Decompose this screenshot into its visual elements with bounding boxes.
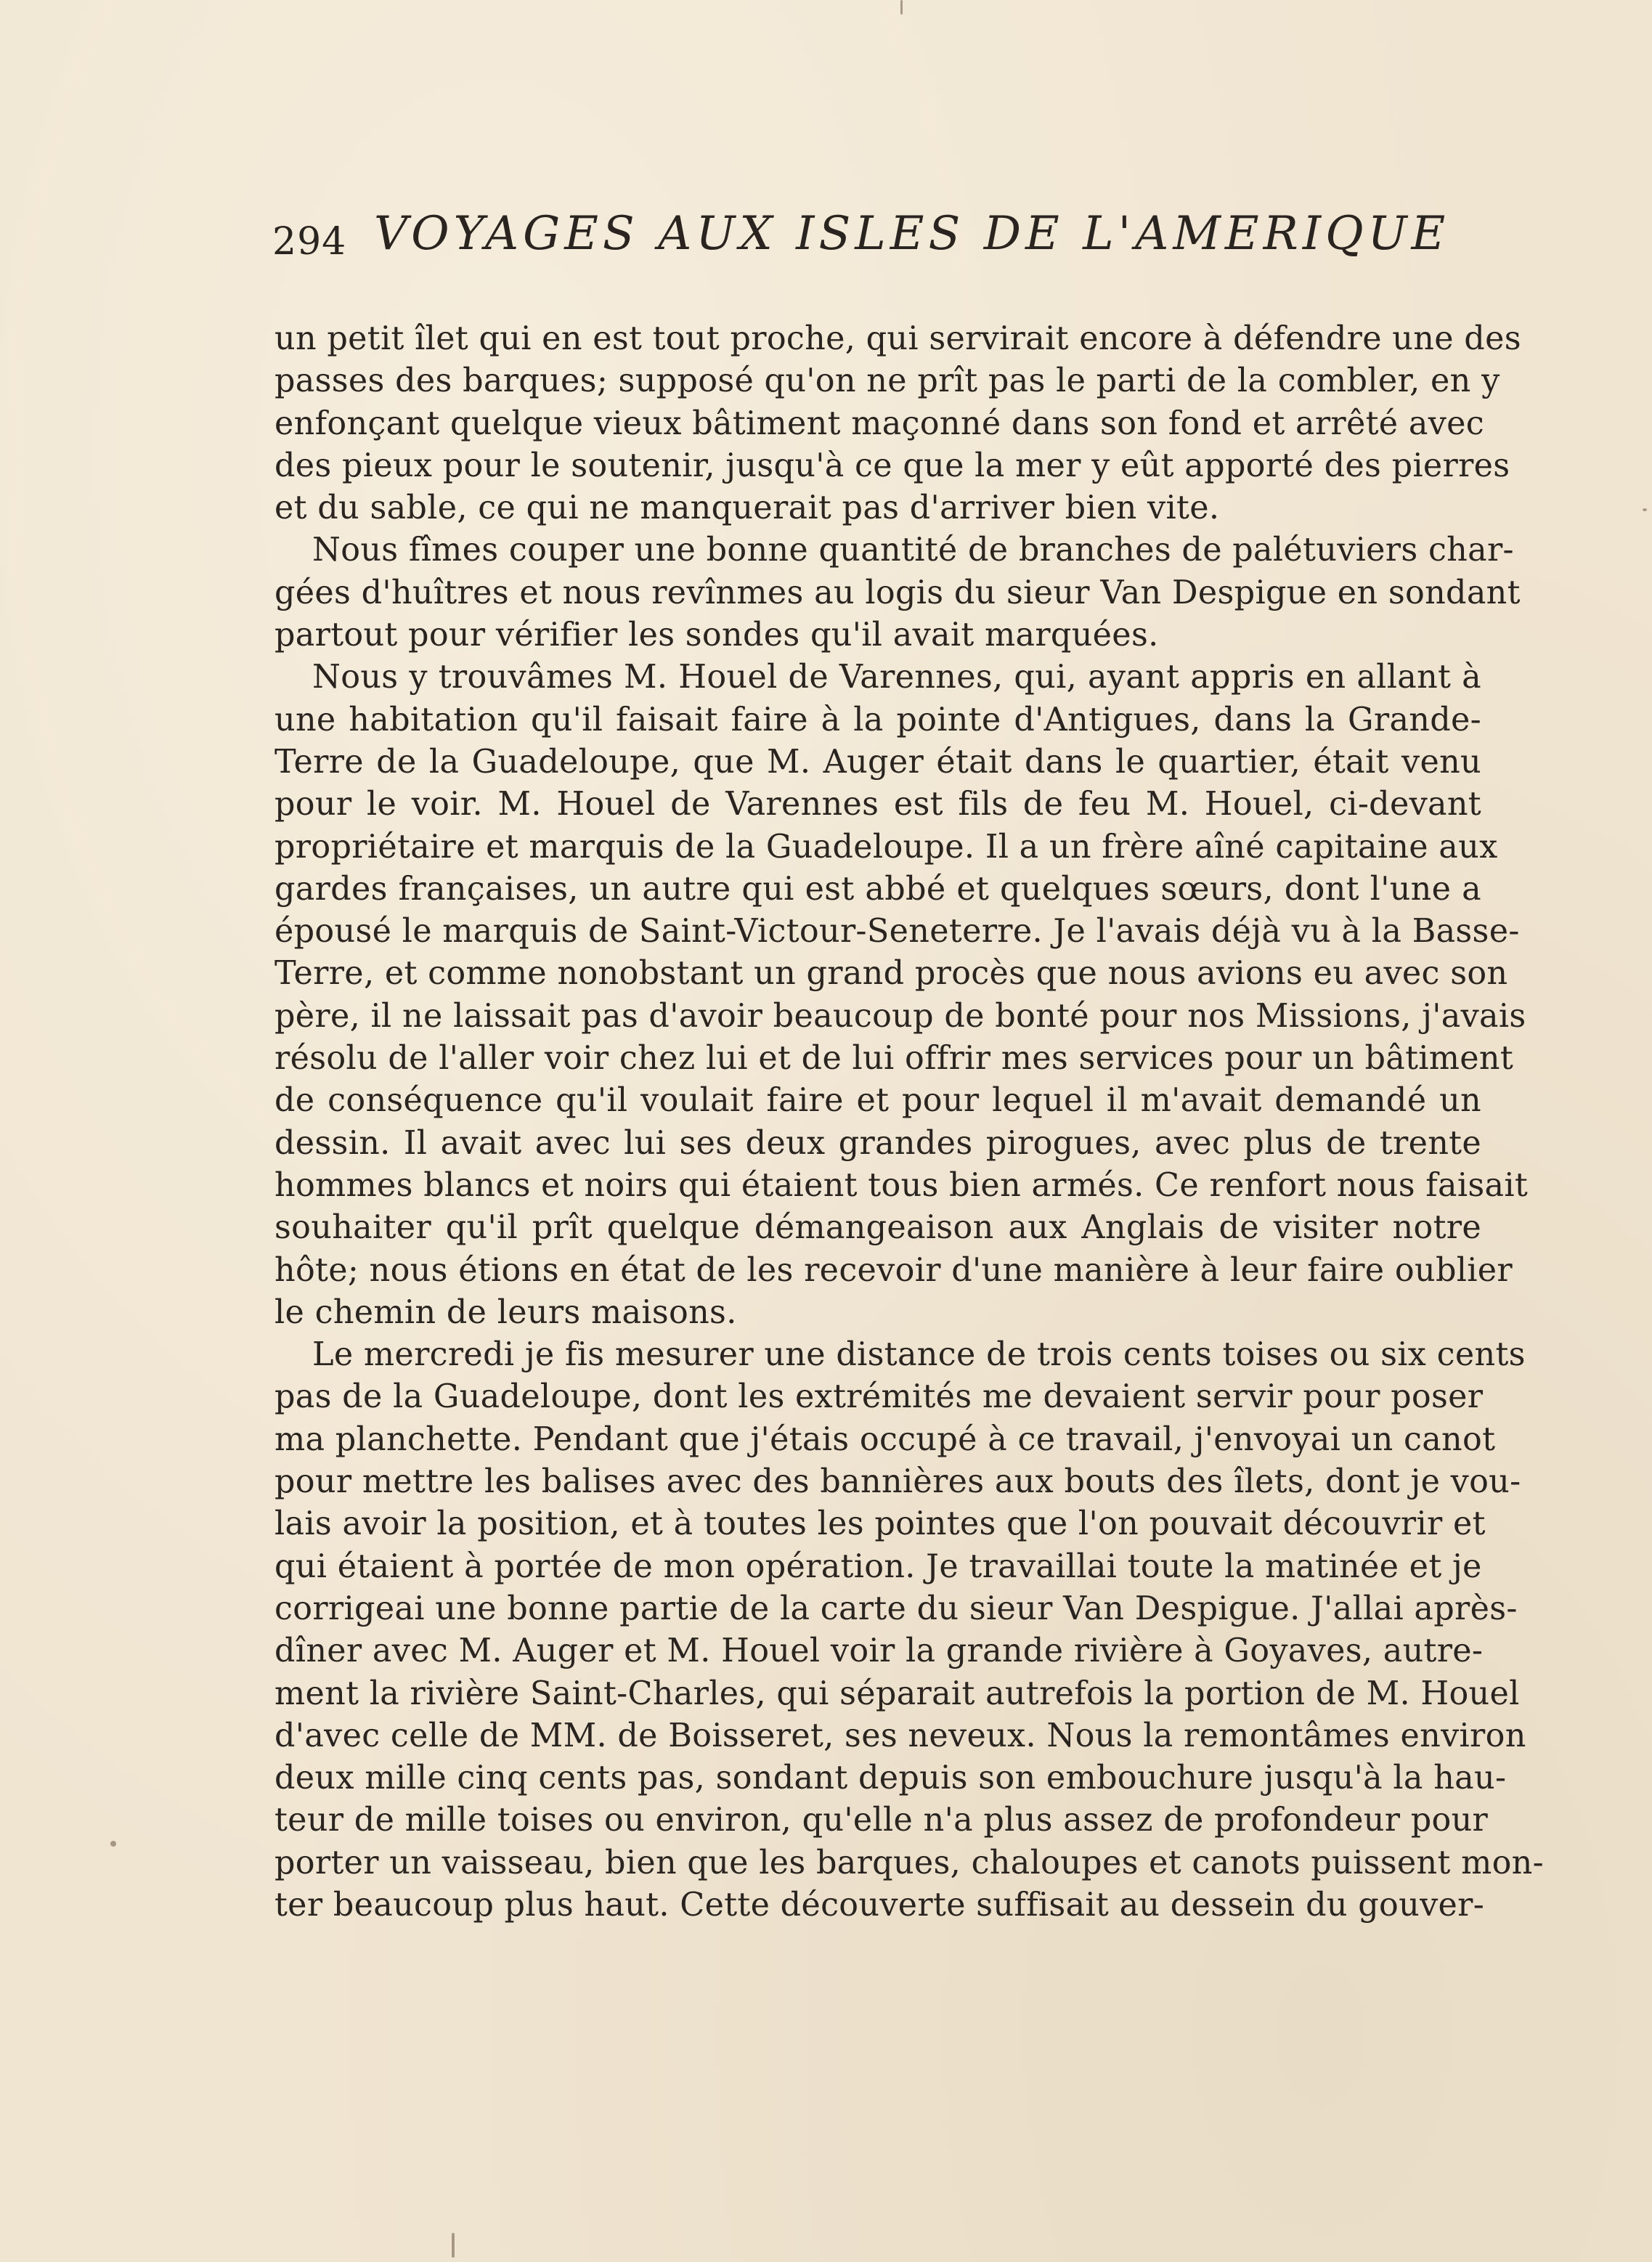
- text-line: et du sable, ce qui ne manquerait pas d'arriver bien vite.: [274, 489, 1220, 527]
- text-line: résolu de l'aller voir chez lui et de lui offrir mes services pour un bâtiment: [274, 1040, 1514, 1078]
- text-line: hôte; nous étions en état de les recevoir d'une manière à leur faire oublier: [274, 1251, 1513, 1289]
- page-header: [272, 207, 1492, 272]
- text-line: dessin. Il avait avec lui ses deux grandes pirogues, avec plus de trente: [274, 1124, 1481, 1162]
- text-line: ma planchette. Pendant que j'étais occupé à ce travail, j'envoyai un canot: [274, 1420, 1496, 1458]
- text-line: hommes blancs et noirs qui étaient tous bien armés. Ce renfort nous faisait: [274, 1166, 1529, 1204]
- text-line: un petit îlet qui en est tout proche, qui servirait encore à défendre une des: [274, 320, 1521, 357]
- text-line: dîner avec M. Auger et M. Houel voir la grande rivière à Goyaves, autre-: [274, 1632, 1484, 1670]
- text-line: Le mercredi je fis mesurer une distance de trois cents toises ou six cents: [312, 1336, 1526, 1374]
- text-line: une habitation qu'il faisait faire à la pointe d'Antigues, dans la Grande-: [274, 701, 1481, 739]
- text-line: pour le voir. M. Houel de Varennes est fils de feu M. Houel, ci-devant: [274, 786, 1481, 823]
- text-line: épousé le marquis de Saint-Victour-Seneterre. Je l'avais déjà vu à la Basse-: [274, 913, 1520, 951]
- paper-speck: [452, 2233, 455, 2258]
- text-line: des pieux pour le soutenir, jusqu'à ce que la mer y eût apporté des pierres: [274, 447, 1510, 484]
- text-line: porter un vaisseau, bien que les barques, chaloupes et canots puissent mon-: [274, 1844, 1544, 1881]
- text-line: souhaiter qu'il prît quelque démangeaison aux Anglais de visiter notre: [274, 1209, 1481, 1247]
- paper-speck: [110, 1841, 116, 1847]
- text-line: enfonçant quelque vieux bâtiment maçonné dans son fond et arrêté avec: [274, 404, 1485, 442]
- page-number: 294: [272, 220, 347, 264]
- body-text: [274, 318, 1544, 1927]
- text-line: Terre, et comme nonobstant un grand procès que nous avions eu avec son: [274, 955, 1508, 993]
- text-line: pas de la Guadeloupe, dont les extrémités me devaient servir pour poser: [274, 1378, 1484, 1416]
- text-line: Terre de la Guadeloupe, que M. Auger était dans le quartier, était venu: [274, 743, 1481, 781]
- text-line: père, il ne laissait pas d'avoir beaucoup de bonté pour nos Missions, j'avais: [274, 997, 1526, 1035]
- text-line: le chemin de leurs maisons.: [274, 1293, 737, 1331]
- text-line: qui étaient à portée de mon opération. Je travaillai toute la matinée et je: [274, 1547, 1482, 1585]
- text-line: gées d'huîtres et nous revînmes au logis du sieur Van Despigue en sondant: [274, 574, 1521, 611]
- text-line: Nous fîmes couper une bonne quantité de branches de palétuviers char-: [312, 532, 1514, 569]
- text-line: Nous y trouvâmes M. Houel de Varennes, qui, ayant appris en allant à: [312, 659, 1481, 696]
- text-line: partout pour vérifier les sondes qu'il avait marquées.: [274, 617, 1159, 654]
- text-line: pour mettre les balises avec des bannières aux bouts des îlets, dont je vou-: [274, 1463, 1521, 1501]
- text-line: gardes françaises, un autre qui est abbé et quelques sœurs, dont l'une a: [274, 870, 1481, 908]
- text-line: passes des barques; supposé qu'on ne prît pas le parti de la combler, en y: [274, 362, 1500, 400]
- text-line: deux mille cinq cents pas, sondant depuis son embouchure jusqu'à la hau-: [274, 1759, 1507, 1797]
- running-title: VOYAGES AUX ISLES DE L'AMERIQUE: [374, 207, 1450, 261]
- text-line: d'avec celle de MM. de Boisseret, ses neveux. Nous la remontâmes environ: [274, 1717, 1526, 1754]
- text-line: propriétaire et marquis de la Guadeloupe. Il a un frère aîné capitaine aux: [274, 828, 1498, 866]
- text-line: teur de mille toises ou environ, qu'elle n'a plus assez de profondeur pour: [274, 1802, 1489, 1839]
- paper-speck: [1643, 508, 1647, 511]
- text-line: corrigeai une bonne partie de la carte du sieur Van Despigue. J'allai après-: [274, 1590, 1518, 1627]
- paper-speck: [900, 0, 903, 15]
- text-line: de conséquence qu'il voulait faire et pour lequel il m'avait demandé un: [274, 1082, 1481, 1120]
- text-line: ment la rivière Saint-Charles, qui séparait autrefois la portion de M. Houel: [274, 1675, 1520, 1712]
- text-line: lais avoir la position, et à toutes les pointes que l'on pouvait découvrir et: [274, 1505, 1486, 1543]
- text-line: ter beaucoup plus haut. Cette découverte suffisait au dessein du gouver-: [274, 1886, 1485, 1924]
